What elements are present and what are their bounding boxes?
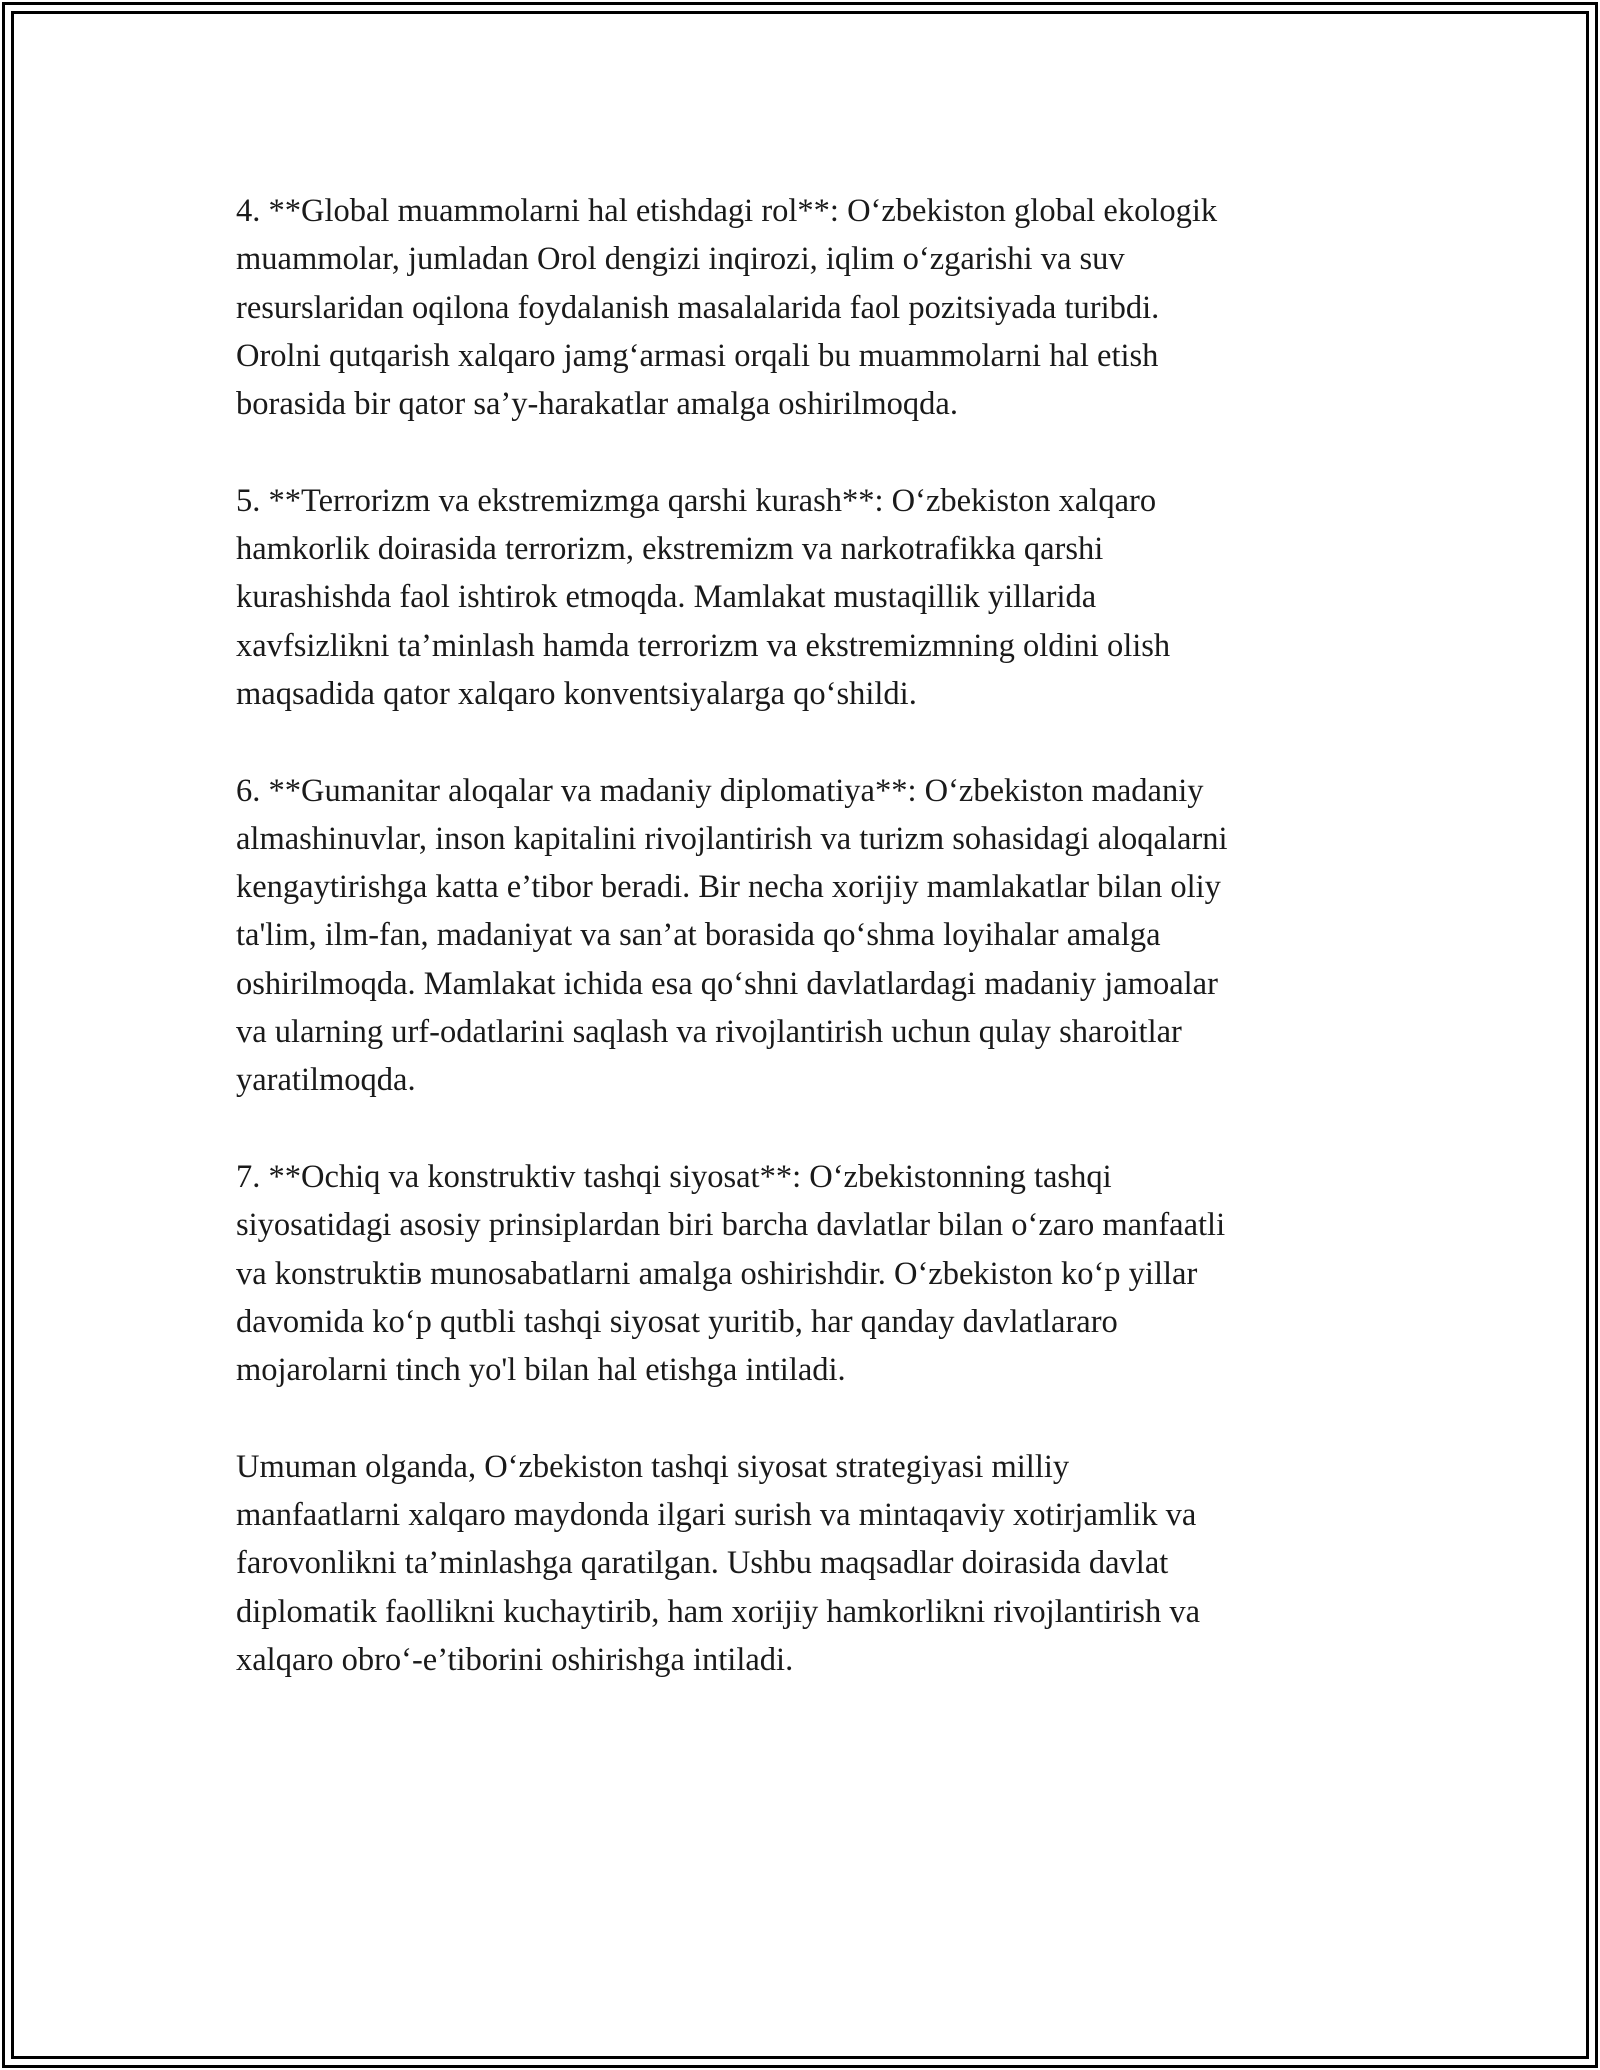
- text-line: xalqaro obro‘-e’tiborini oshirishga intiladi.: [236, 1641, 794, 1678]
- text-line: oshirilmoqda. Mamlakat ichida esa qo‘shni davlatlardagi madaniy jamoalar: [236, 965, 1218, 1002]
- paragraph-humanitarian: [236, 767, 1366, 1105]
- text-line: 5. **Terrorizm va ekstremizmga qarshi kurash**: O‘zbekiston xalqaro: [236, 482, 1157, 519]
- text-line: Umuman olganda, O‘zbekiston tashqi siyosat strategiyasi milliy: [236, 1448, 1070, 1485]
- text-line: diplomatik faollikni kuchaytirib, ham xorijiy hamkorlikni rivojlantirish va: [236, 1593, 1201, 1630]
- text-line: 7. **Ochiq va konstruktiv tashqi siyosat**: O‘zbekistonning tashqi: [236, 1158, 1112, 1195]
- paragraph-conclusion: [236, 1443, 1366, 1684]
- paragraph-global-problems: [236, 187, 1366, 428]
- text-line: mojarolarni tinch yo'l bilan hal etishga intiladi.: [236, 1352, 846, 1389]
- text-line: borasida bir qator sa’y-harakatlar amalga oshirilmoqda.: [236, 386, 958, 423]
- text-line: 4. **Global muammolarni hal etishdagi rol**: O‘zbekiston global ekologik: [236, 193, 1218, 229]
- text-line: hamkorlik doirasida terrorizm, ekstremizm va narkotrafikka qarshi: [236, 531, 1104, 568]
- document-body: [236, 187, 1366, 1733]
- text-line: va ularning urf-odatlarini saqlash va rivojlantirish uchun qulay sharoitlar: [236, 1014, 1182, 1051]
- text-line: yaratilmoqda.: [236, 1062, 416, 1099]
- text-line: Orolni qutqarish xalqaro jamg‘armasi orqali bu muammolarni hal etish: [236, 337, 1159, 374]
- text-line: manfaatlarni xalqaro maydonda ilgari surish va mintaqaviy xotirjamlik va: [236, 1497, 1197, 1534]
- paragraph-terrorism: [236, 477, 1366, 718]
- text-line: 6. **Gumanitar aloqalar va madaniy diplomatiya**: O‘zbekiston madaniy: [236, 772, 1204, 809]
- text-line: maqsadida qator xalqaro konventsiyalarga qo‘shildi.: [236, 675, 917, 712]
- text-line: xavfsizlikni ta’minlash hamda terrorizm va ekstremizmning oldini olish: [236, 627, 1171, 664]
- text-line: siyosatidagi asosiy prinsiplardan biri barcha davlatlar bilan o‘zaro manfaatli: [236, 1207, 1226, 1244]
- text-line: kurashishda faol ishtirok etmoqda. Mamlakat mustaqillik yillarida: [236, 579, 1097, 616]
- text-line: resurslaridan oqilona foydalanish masalalarida faol pozitsiyada turibdi.: [236, 289, 1160, 326]
- text-line: ta'lim, ilm-fan, madaniyat va san’at borasida qo‘shma loyihalar amalga: [236, 917, 1161, 954]
- paragraph-foreign-policy: [236, 1153, 1366, 1394]
- text-line: farovonlikni ta’minlashga qaratilgan. Ushbu maqsadlar doirasida davlat: [236, 1545, 1169, 1582]
- text-line: muammolar, jumladan Orol dengizi inqirozi, iqlim o‘zgarishi va suv: [236, 241, 1125, 278]
- text-line: almashinuvlar, inson kapitalini rivojlantirish va turizm sohasidagi aloqalarni: [236, 820, 1228, 857]
- text-line: va konstruktiв munosabatlarni amalga oshirishdir. O‘zbekiston ko‘p yillar: [236, 1255, 1198, 1292]
- text-line: kengaytirishga katta e’tibor beradi. Bir necha xorijiy mamlakatlar bilan oliy: [236, 869, 1221, 906]
- text-line: davomida ko‘p qutbli tashqi siyosat yuritib, har qanday davlatlararo: [236, 1303, 1118, 1340]
